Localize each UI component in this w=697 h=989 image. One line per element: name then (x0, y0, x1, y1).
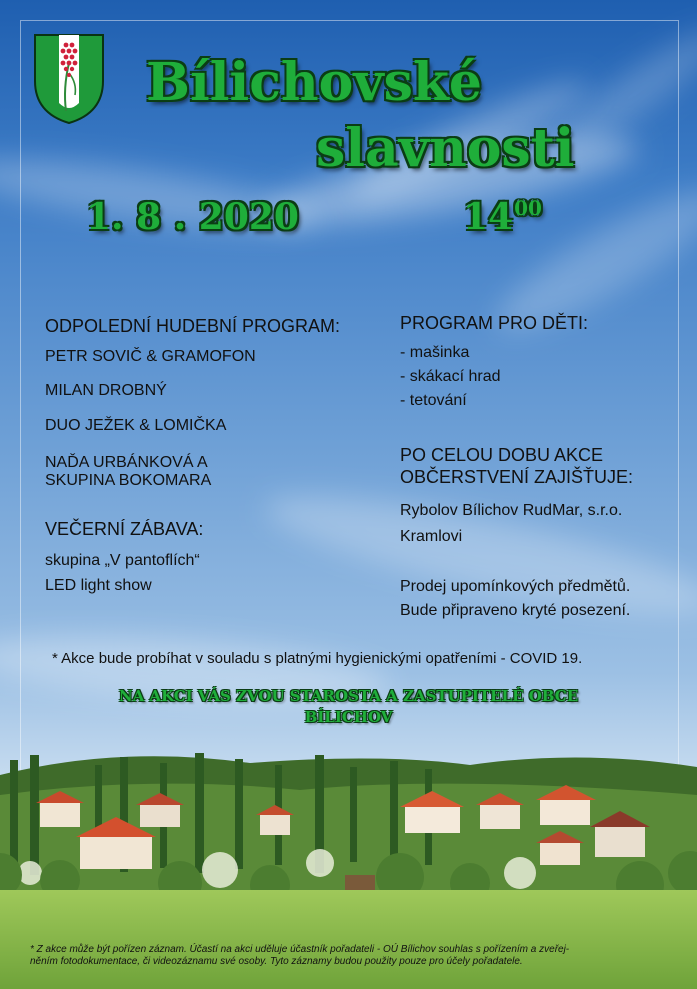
kids-item: - mašinka (400, 344, 470, 361)
footer-line: něním fotodokumentace, či videozáznamu své osoby. Tyto záznamy budou použity pouze pro účely pořadatele. (30, 956, 523, 967)
footer-line: * Z akce může být pořízen záznam. Účastí na akci uděluje účastník pořadateli - OÚ Bílichov souhlas s pořízením a zveřej- (30, 944, 570, 955)
kids-item: - skákací hrad (400, 368, 501, 385)
footer-disclaimer (30, 944, 670, 968)
music-item: NAĎA URBÁNKOVÁ A (45, 454, 208, 471)
coat-of-arms-icon (33, 33, 105, 125)
event-time (463, 196, 542, 238)
event-time-minutes: 00 (514, 196, 542, 220)
invitation-line-1: NA AKCI VÁS ZVOU STAROSTA A ZASTUPITELÉ OBCE (118, 687, 579, 705)
kids-program-heading: PROGRAM PRO DĚTI: (400, 313, 589, 333)
seating-text: Bude připraveno kryté posezení. (400, 602, 631, 619)
title-line-1: Bílichovské (146, 52, 482, 113)
evening-item: skupina „V pantoflích“ (45, 552, 200, 569)
covid-note: * Akce bude probíhat v souladu s platnými hygienickými opatřeními - COVID 19. (52, 650, 583, 667)
catering-item: Kramlovi (400, 528, 463, 545)
evening-program-heading: VEČERNÍ ZÁBAVA: (45, 519, 204, 539)
invitation-line-2: BÍLICHOV (304, 708, 393, 726)
evening-item: LED light show (45, 577, 152, 594)
catering-heading: OBČERSTVENÍ ZAJIŠŤUJE: (400, 467, 634, 487)
souvenirs-text: Prodej upomínkových předmětů. (400, 578, 631, 595)
music-program-heading: ODPOLEDNÍ HUDEBNÍ PROGRAM: (45, 316, 341, 336)
music-item: DUO JEŽEK & LOMIČKA (45, 417, 227, 434)
kids-item: - tetování (400, 392, 467, 409)
music-item: MILAN DROBNÝ (45, 382, 167, 399)
music-item: SKUPINA BOKOMARA (45, 472, 212, 489)
catering-item: Rybolov Bílichov RudMar, s.r.o. (400, 502, 623, 519)
event-time-hour: 14 (463, 196, 514, 238)
title-line-2: slavnosti (316, 118, 575, 179)
music-item: PETR SOVIČ & GRAMOFON (45, 348, 256, 365)
event-date: 1. 8 . 2020 (86, 196, 299, 238)
catering-heading: PO CELOU DOBU AKCE (400, 445, 604, 465)
